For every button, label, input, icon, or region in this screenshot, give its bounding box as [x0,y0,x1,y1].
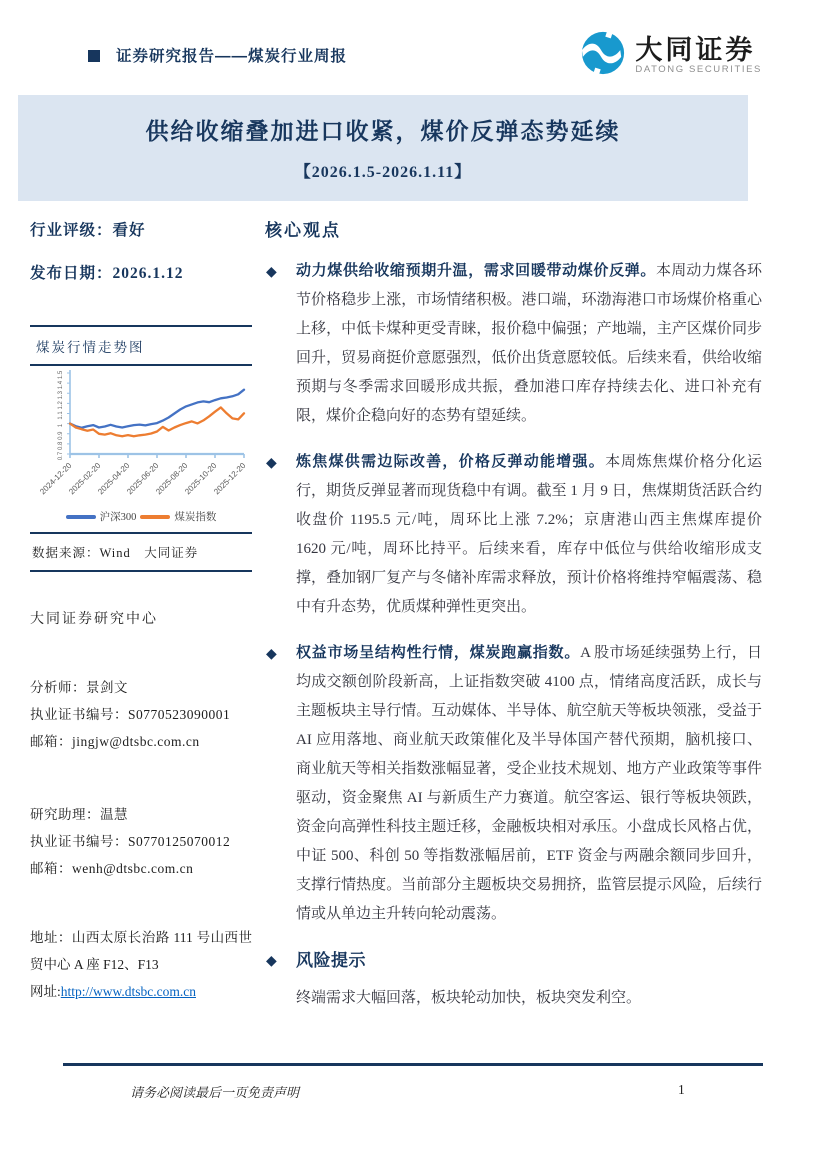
bullet-lead: 动力煤供给收缩预期升温，需求回暖带动煤价反弹。 [296,263,657,279]
website-label: 网址: [30,984,61,999]
core-views [265,216,762,1013]
datong-pinwheel-icon [580,30,626,81]
report-title: 供给收缩叠加进口收紧，煤价反弹态势延续 [145,119,621,144]
company-address: 地址：山西太原长治路 111 号山西世贸中心 A 座 F12、F13 [30,930,252,972]
svg-text:1: 1 [58,423,64,428]
coal-legend-label: 煤炭指数 [174,512,217,523]
footer-disclaimer: 请务必阅读最后一页免责声明 [130,1085,300,1100]
diamond-bullet-icon: ◆ [266,456,277,471]
assistant-name: 研究助理：温慧 [30,807,128,822]
bullet-thermal-coal [265,257,762,431]
hs300-line-swatch [66,515,96,519]
bullet-body: 本周炼焦煤价格分化运行，期货反弹显著而现货稳中有调。截至 1 月 9 日，焦煤期货活跃合约收盘价 1195.5 元/吨，周环比上涨 7.2%；京唐港山西主焦煤库提价 1620 元/吨，周环比持平。后续来看，库存中低位与供给收缩形成支撑，叠加钢厂复产与冬储补库需求释放，预计价格将维持窄幅震荡、稳中有升态势，优质煤种弹性更突出。 [296,454,762,615]
core-views-heading: 核心观点 [265,221,341,240]
logo-name-cn: 大同证券 [635,34,756,65]
svg-text:2025-04-20: 2025-04-20 [96,461,132,497]
bullet-risk-heading [265,946,762,976]
analyst-name: 分析师：景剑文 [30,680,128,695]
address-block [30,924,252,1005]
diamond-bullet-icon: ◆ [266,954,277,969]
trend-chart [30,366,252,502]
title-band [18,95,748,201]
svg-text:2025-10-20: 2025-10-20 [183,461,219,497]
divider [30,570,252,572]
bullet-equity-market [265,639,762,929]
bullet-lead: 炼焦煤供需边际改善，价格反弹动能增强。 [296,454,606,470]
publish-date [30,261,252,283]
chart-legend [30,509,252,524]
coal-line-swatch [140,515,170,519]
website-row [30,978,252,1005]
hs300-legend-label: 沪深300 [99,512,137,523]
assistant-email: 邮箱：wenh@dtsbc.com.cn [30,861,194,876]
svg-text:2025-06-20: 2025-06-20 [125,461,161,497]
svg-text:1.4: 1.4 [58,380,64,390]
page-header [88,30,762,81]
bullet-body: A 股市场延续强势上行，日均成交额创阶段新高，上证指数突破 4100 点，情绪高度活跃，成长与主题板块主导行情。互动媒体、半导体、航空航天等板块领涨，受益于 AI 应用落地、商业航天政策催化及半导体国产替代预期，脑机接口、商业航天等相关指数涨幅显著，受企业技术规划、地方产业政策等事件驱动，资金聚焦 AI 与新质生产力赛道。航空客运、银行等板块领跌，资金向高弹性科技主题迁移，金融板块相对承压。小盘成长风格占优，中证 500、科创 50 等指数涨幅居前，ETF 资金与两融余额同步回升，支撑行情热度。当前部分主题板块交易拥挤，监管层提示风险，后续行情或从单边主升转向轮动震荡。 [296,645,762,922]
logo-text [635,36,762,75]
svg-text:0.8: 0.8 [58,441,64,451]
diamond-bullet-icon: ◆ [266,647,277,662]
square-bullet-icon [88,50,100,62]
svg-text:1.1: 1.1 [58,411,64,420]
sidebar [30,218,252,1005]
svg-text:1.2: 1.2 [58,401,64,410]
diamond-bullet-icon: ◆ [266,265,277,280]
analyst-email: 邮箱：jingjw@dtsbc.com.cn [30,734,200,749]
footer-divider [63,1063,763,1066]
chart-title: 煤炭行情走势图 [36,340,145,355]
svg-text:1.5: 1.5 [58,370,64,380]
risk-body: 终端需求大幅回落，板块轮动加快，板块突发利空。 [296,990,642,1006]
logo-name-en: DATONG SECURITIES [635,64,762,76]
company-logo [580,30,762,81]
research-center: 大同证券研究中心 [30,612,158,627]
report-category-tag [88,44,347,66]
rating-label: 行业评级： [30,222,113,239]
svg-text:2025-02-20: 2025-02-20 [67,461,103,497]
rating-value: 看好 [112,222,146,239]
svg-text:1.3: 1.3 [58,391,64,400]
svg-text:0.9: 0.9 [58,431,64,440]
assistant-block [30,801,252,882]
page-number: 1 [678,1082,685,1097]
analyst-license: 执业证书编号：S0770523090001 [30,707,231,722]
svg-text:2024-12-20: 2024-12-20 [38,461,74,497]
publish-label: 发布日期： [30,265,113,282]
trend-chart-box [30,325,252,572]
industry-rating [30,218,252,240]
bullet-coking-coal [265,448,762,622]
svg-text:0.7: 0.7 [58,451,64,461]
risk-heading: 风险提示 [296,951,366,970]
data-source: 数据来源：Wind 大同证券 [32,546,199,560]
assistant-license: 执业证书编号：S0770125070012 [30,834,231,849]
publish-value: 2026.1.12 [112,265,184,282]
report-period: 【2026.1.5-2026.1.11】 [294,164,472,181]
svg-text:2025-08-20: 2025-08-20 [154,461,190,497]
website-link[interactable]: http://www.dtsbc.com.cn [60,984,196,999]
report-tag-label: 证券研究报告——煤炭行业周报 [116,48,348,65]
bullet-lead: 权益市场呈结构性行情，煤炭跑赢指数。 [296,645,581,661]
svg-text:2025-12-20: 2025-12-20 [212,461,248,497]
analyst-block [30,674,252,755]
bullet-body: 本周动力煤各环节价格稳步上涨，市场情绪积极。港口端，环渤海港口市场煤价格重心上移，中低卡煤种更受青睐，报价稳中偏强；产地端，主产区煤价同步回升，贸易商挺价意愿强烈，低价出货意愿较低。后续来看，供给收缩预期与冬季需求回暖形成共振，叠加港口库存持续去化、进口补充有限，煤价企稳向好的态势有望延续。 [296,263,762,424]
